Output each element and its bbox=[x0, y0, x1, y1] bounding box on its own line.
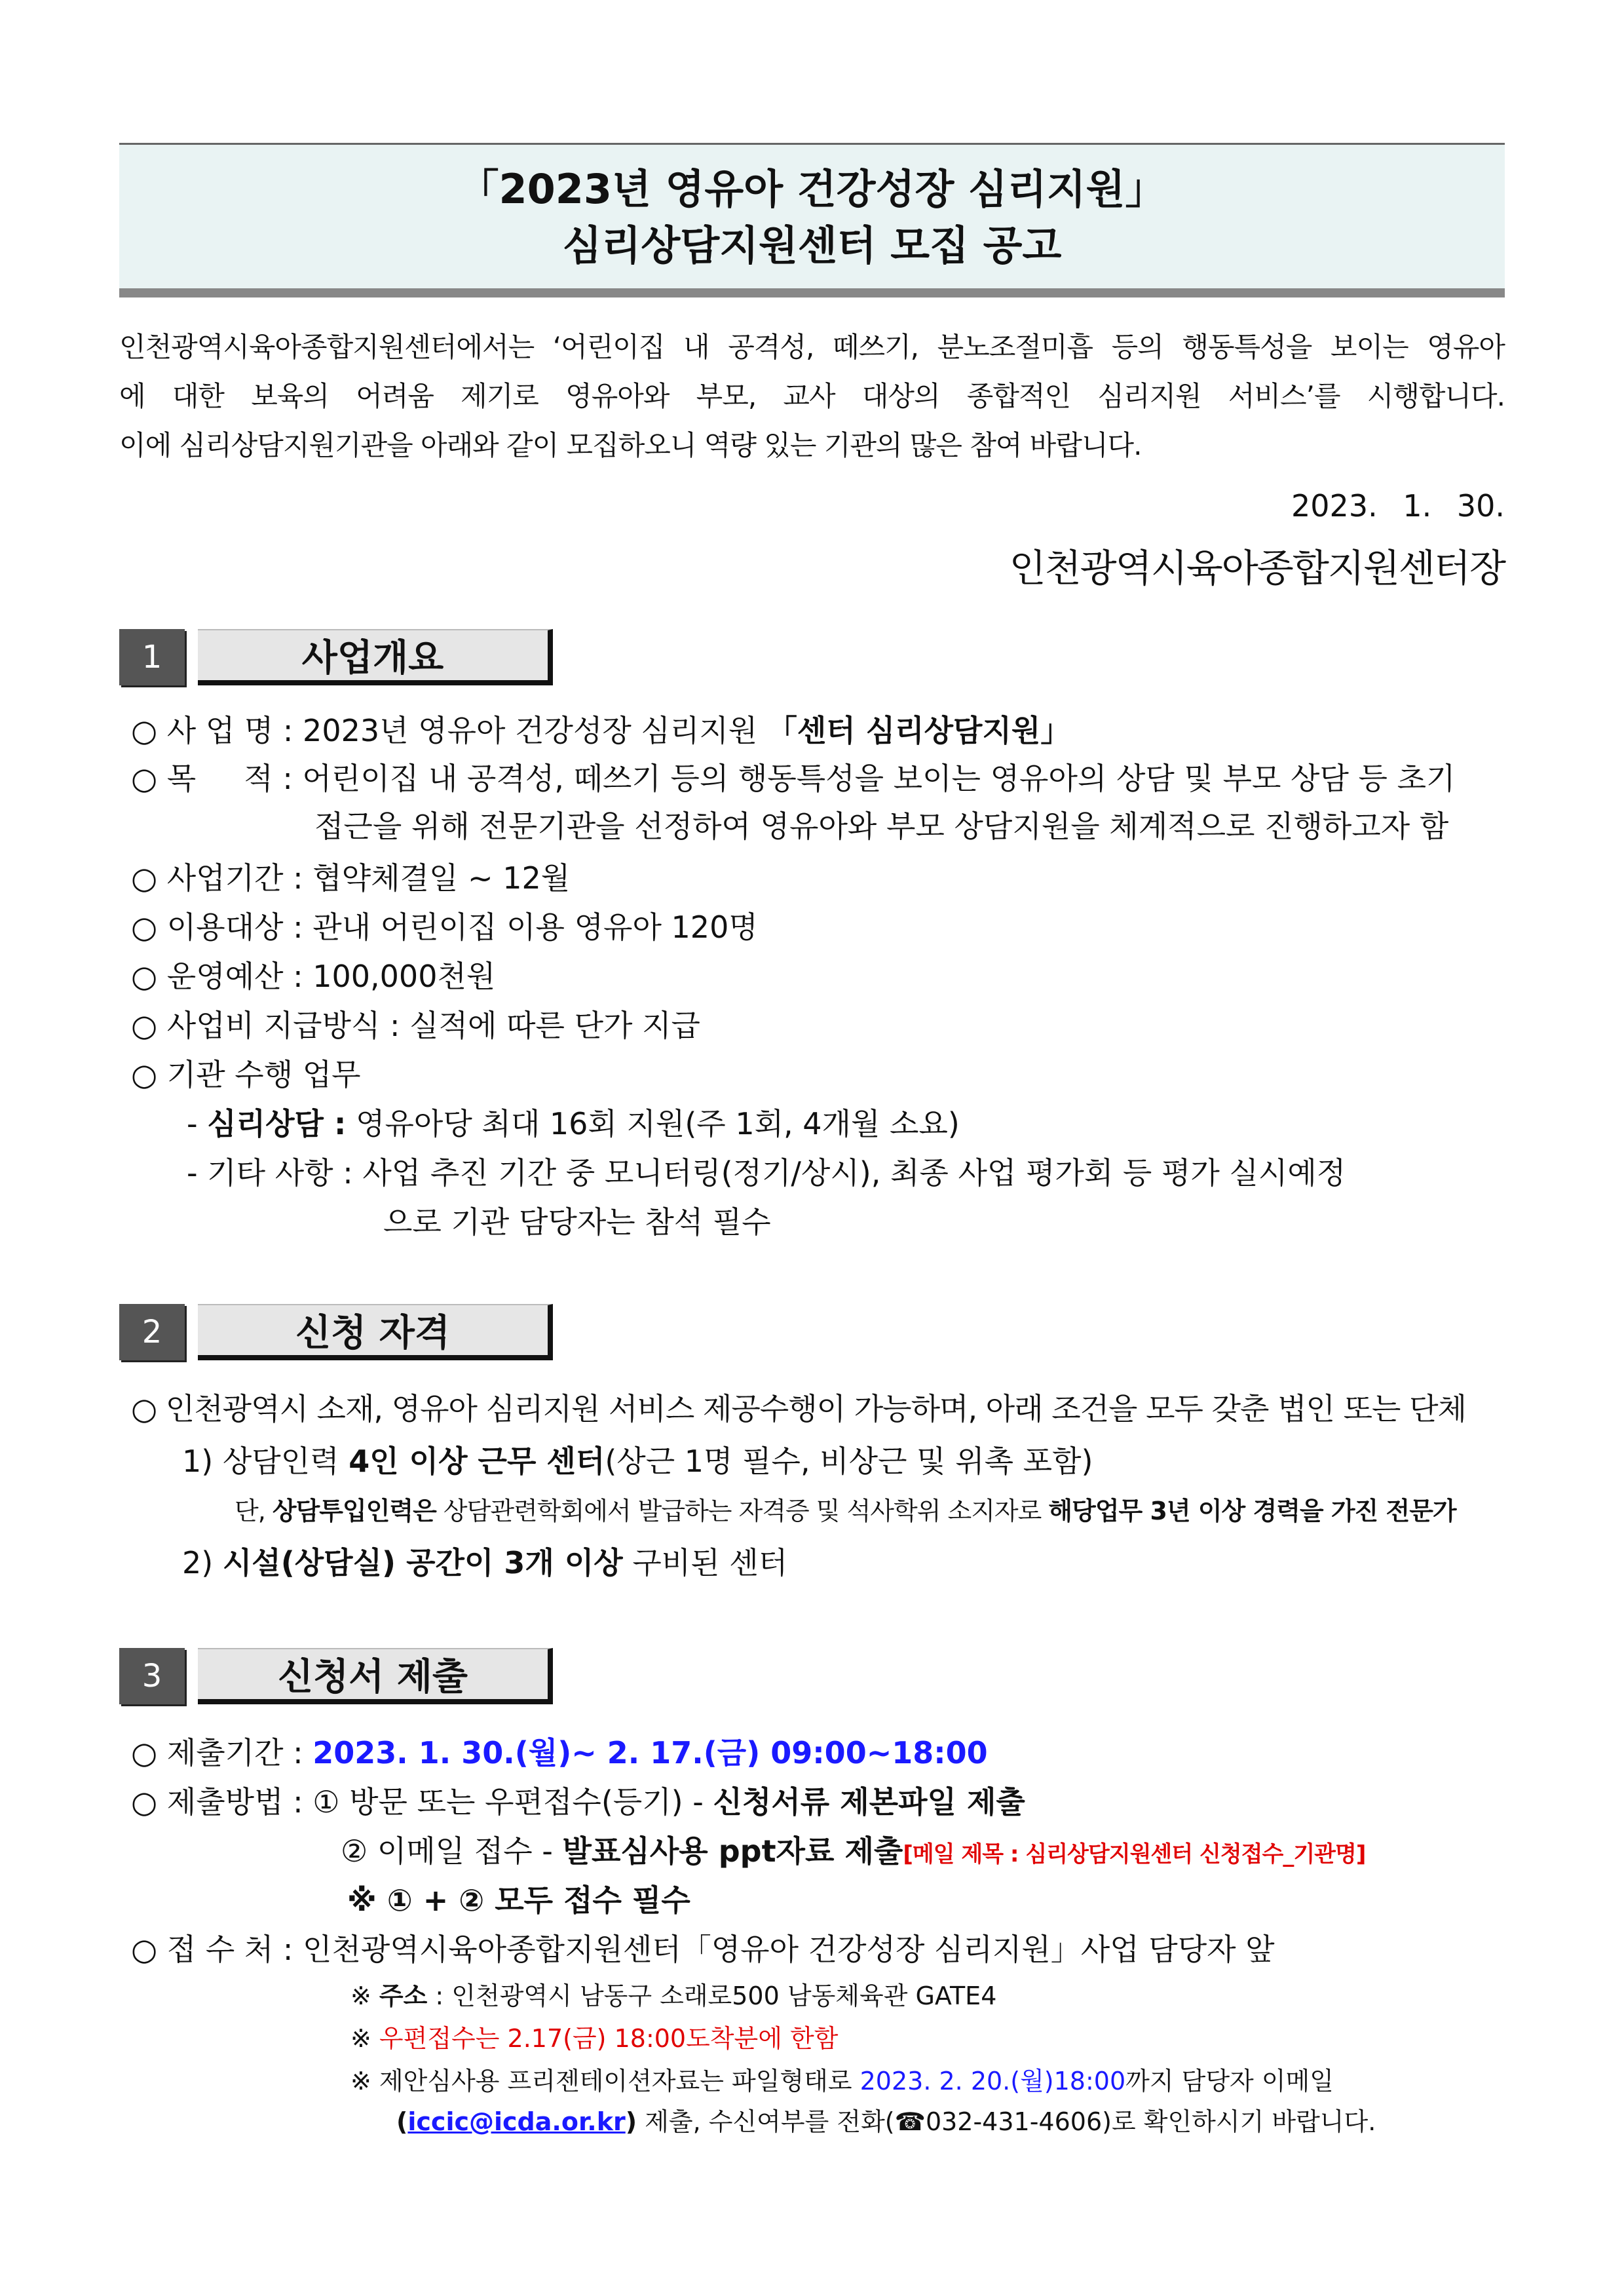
section-number-1: 1 bbox=[119, 629, 185, 685]
organization-name: 인천광역시육아종합지원센터장 bbox=[1009, 546, 1505, 590]
purpose-cont: 접근을 위해 전문기관을 선정하여 영유아와 부모 상담지원을 체계적으로 진행하고자 함 bbox=[314, 809, 1449, 844]
business-name: ○ 사 업 명 : 2023년 영유아 건강성장 심리지원 「센터 심리상담지원」 bbox=[131, 713, 1071, 748]
duty-other-cont: 으로 기관 담당자는 참석 필수 bbox=[383, 1204, 771, 1240]
submission-method-1: ○ 제출방법 : ① 방문 또는 우편접수(등기) - 신청서류 제본파일 제출 bbox=[131, 1784, 1025, 1820]
section-heading-1: 사업개요 bbox=[198, 629, 553, 685]
submission-note: ※ ① + ② 모두 접수 필수 bbox=[347, 1883, 690, 1918]
target-users: ○ 이용대상 : 관내 어린이집 이용 영유아 120명 bbox=[131, 909, 758, 945]
title-underline bbox=[119, 288, 1505, 297]
notice-date: 2023. 1. 30. bbox=[1291, 488, 1505, 524]
duty-counseling: - 심리상담 : 영유아당 최대 16회 지원(주 1회, 4개월 소요) bbox=[187, 1106, 960, 1141]
section-number-3: 3 bbox=[119, 1648, 185, 1704]
condition-2: 2) 시설(상담실) 공간이 3개 이상 구비된 센터 bbox=[182, 1545, 788, 1580]
budget: ○ 운영예산 : 100,000천원 bbox=[131, 959, 496, 994]
title-line-1: 「2023년 영유아 건강성장 심리지원」 bbox=[458, 165, 1166, 213]
section-heading-2: 신청 자격 bbox=[198, 1304, 553, 1360]
intro-line-1: 인천광역시육아종합지원센터에서는 ‘어린이집 내 공격성, 떼쓰기, 분노조절미흡 등의 행동특성을 보이는 영유아 bbox=[119, 331, 1505, 363]
submission-method-2: ② 이메일 접수 - 발표심사용 ppt자료 제출[메일 제목 : 심리상담지원센터 신청접수_기관명] bbox=[341, 1833, 1366, 1869]
email-note: (iccic@icda.or.kr) 제출, 수신여부를 전화(☎032-431-4606)로 확인하시기 바랍니다. bbox=[396, 2107, 1376, 2136]
address-note: ※ 주소 : 인천광역시 남동구 소래로500 남동체육관 GATE4 bbox=[350, 1981, 997, 2010]
postal-note: ※ 우편접수는 2.17(금) 18:00도착분에 한함 bbox=[350, 2024, 839, 2053]
duty-other: - 기타 사항 : 사업 추진 기간 중 모니터링(정기/상시), 최종 사업 평가회 등 평가 실시예정 bbox=[187, 1155, 1346, 1191]
business-period: ○ 사업기간 : 협약체결일 ~ 12월 bbox=[131, 860, 571, 896]
purpose: ○ 목 적 : 어린이집 내 공격성, 떼쓰기 등의 행동특성을 보이는 영유아의 상담 및 부모 상담 등 초기 bbox=[131, 761, 1456, 796]
title-box bbox=[119, 143, 1505, 292]
title-line-2: 심리상담지원센터 모집 공고 bbox=[562, 221, 1062, 269]
agency-duty: ○ 기관 수행 업무 bbox=[131, 1057, 361, 1092]
reception: ○ 접 수 처 : 인천광역시육아종합지원센터「영유아 건강성장 심리지원」사업 담당자 앞 bbox=[131, 1932, 1275, 1967]
condition-1-note: 단, 상담투입인력은 상담관련학회에서 발급하는 자격증 및 석사학위 소지자로 해당업무 3년 이상 경력을 가진 전문가 bbox=[235, 1497, 1456, 1525]
payment-method: ○ 사업비 지급방식 : 실적에 따른 단가 지급 bbox=[131, 1008, 700, 1043]
intro-line-3: 이에 심리상담지원기관을 아래와 같이 모집하오니 역량 있는 기관의 많은 참여 바랍니다. bbox=[119, 429, 1142, 461]
presentation-note: ※ 제안심사용 프리젠테이션자료는 파일형태로 2023. 2. 20.(월)18:00까지 담당자 이메일 bbox=[350, 2067, 1334, 2095]
email-link[interactable]: iccic@icda.or.kr bbox=[407, 2107, 626, 2136]
eligibility-main: ○ 인천광역시 소재, 영유아 심리지원 서비스 제공수행이 가능하며, 아래 조건을 모두 갖춘 법인 또는 단체 bbox=[131, 1391, 1466, 1426]
section-number-2: 2 bbox=[119, 1304, 185, 1360]
condition-1: 1) 상담인력 4인 이상 근무 센터(상근 1명 필수, 비상근 및 위촉 포함) bbox=[182, 1444, 1093, 1479]
section-heading-3: 신청서 제출 bbox=[198, 1648, 553, 1704]
submission-period: ○ 제출기간 : 2023. 1. 30.(월)~ 2. 17.(금) 09:00~18:00 bbox=[131, 1735, 988, 1770]
intro-line-2: 에 대한 보육의 어려움 제기로 영유아와 부모, 교사 대상의 종합적인 심리지원 서비스’를 시행합니다. bbox=[119, 380, 1505, 412]
